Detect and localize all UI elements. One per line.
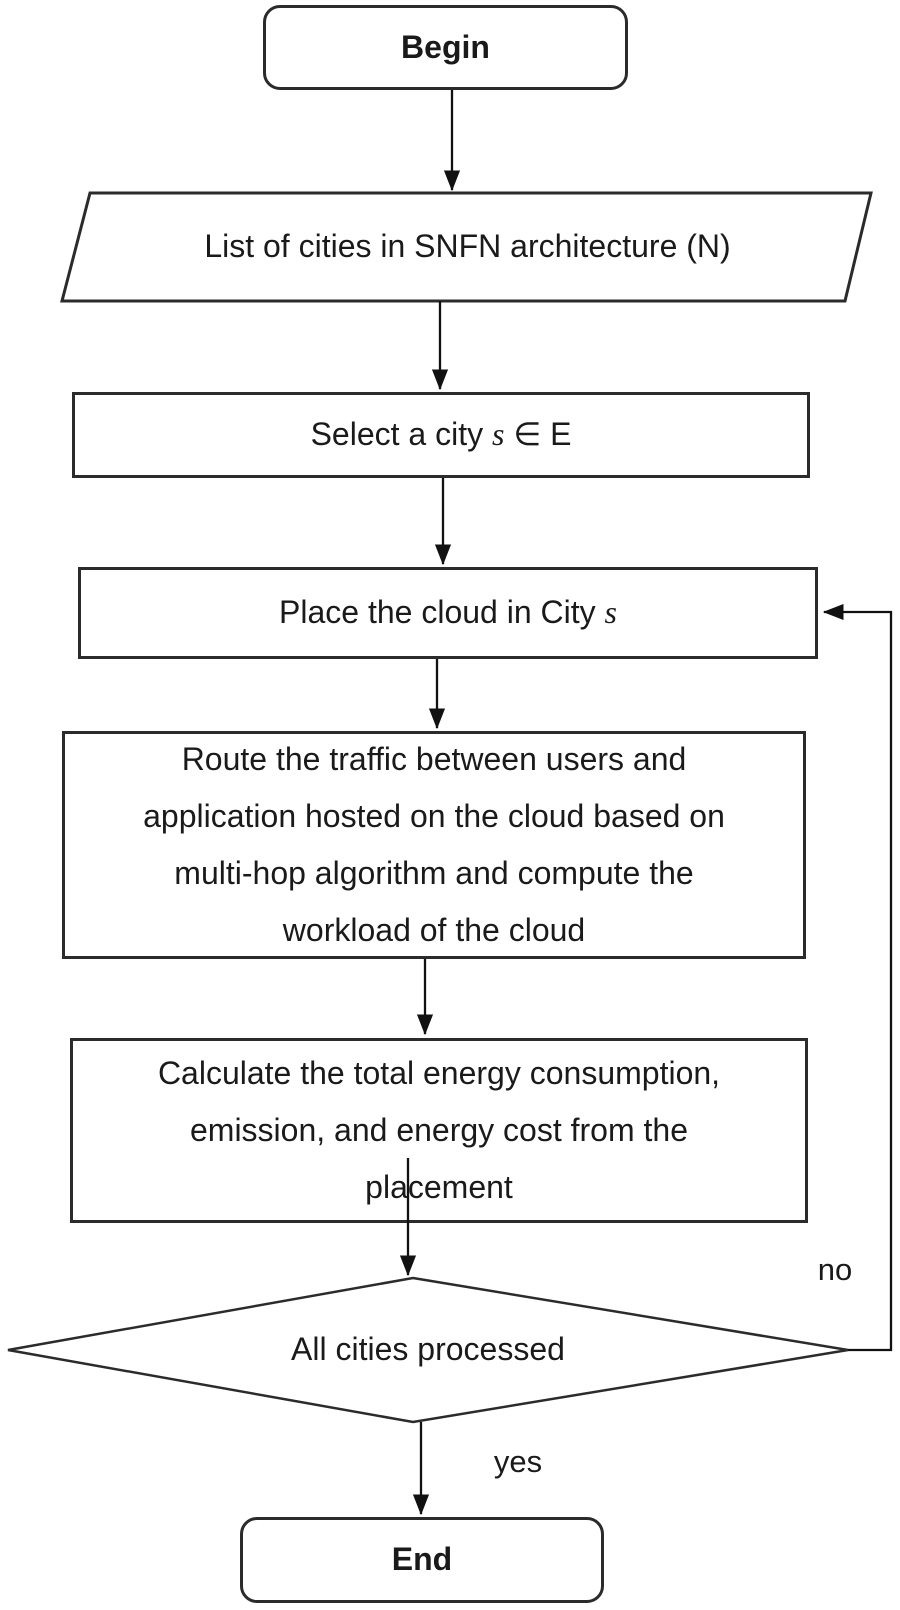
decision-label: All cities processed — [291, 1331, 565, 1368]
place-cloud-label — [279, 592, 617, 634]
calculate-energy-line-3: placement — [365, 1169, 513, 1205]
place-cloud-label-var: s — [604, 594, 617, 631]
route-traffic-line-2: application hosted on the cloud based on — [143, 798, 725, 834]
calculate-energy-line-2: emission, and energy cost from the — [189, 1112, 688, 1148]
select-city-label-var: s — [491, 416, 505, 453]
select-city-label — [311, 414, 572, 456]
select-city-label-post: ∈ E — [504, 416, 572, 453]
node-place-cloud — [78, 567, 818, 659]
calculate-energy-line-1: Calculate the total energy consumption, — [157, 1055, 721, 1091]
select-city-label-pre: Select a city — [310, 416, 492, 453]
route-traffic-line-1: Route the traffic between users and — [181, 741, 687, 777]
node-calculate-energy — [70, 1038, 808, 1223]
route-traffic-line-4: workload of the cloud — [282, 912, 586, 948]
input-cities-label: List of cities in SNFN architecture (N) — [204, 228, 731, 265]
begin-label: Begin — [401, 28, 490, 65]
node-begin — [263, 5, 628, 90]
route-traffic-line-3: multi-hop algorithm and compute the — [174, 855, 694, 891]
edge-label-no: no — [817, 1252, 853, 1287]
node-route-traffic — [62, 731, 806, 959]
node-end — [240, 1517, 604, 1603]
end-label: End — [391, 1541, 453, 1578]
edge-label-yes: yes — [493, 1444, 543, 1479]
node-decision-all-cities — [128, 1300, 728, 1400]
place-cloud-label-pre: Place the cloud in City — [279, 594, 605, 631]
node-input-cities — [90, 193, 845, 301]
node-select-city — [72, 392, 810, 478]
